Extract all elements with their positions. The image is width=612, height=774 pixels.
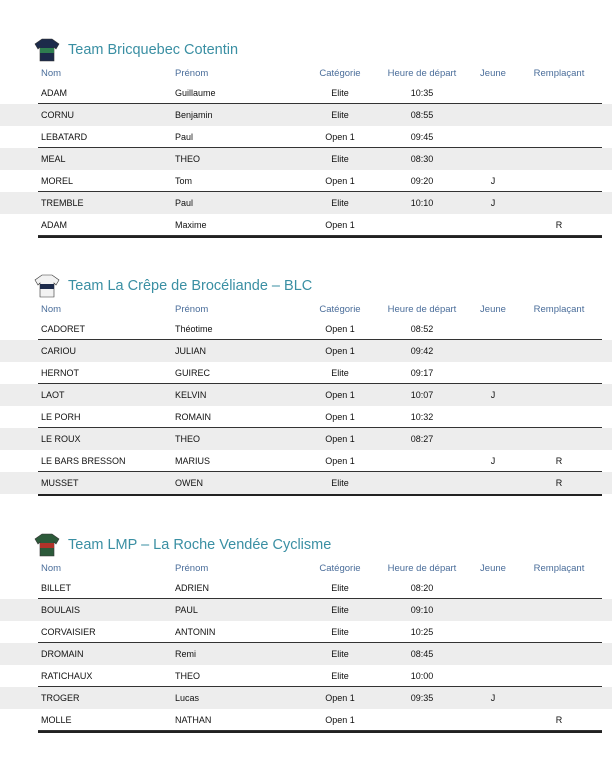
column-header-categorie: Catégorie bbox=[319, 304, 361, 315]
rider-categorie: Elite bbox=[331, 368, 349, 378]
rider-categorie: Elite bbox=[331, 583, 349, 593]
rider-categorie: Open 1 bbox=[325, 346, 355, 356]
rider-heure: 10:00 bbox=[410, 671, 434, 681]
rider-categorie: Elite bbox=[331, 605, 349, 615]
column-header-row bbox=[0, 561, 612, 577]
rider-categorie: Elite bbox=[331, 478, 349, 488]
team-title: Team La Crêpe de Brocéliande – BLC bbox=[68, 278, 313, 294]
rider-prenom: Maxime bbox=[175, 220, 207, 230]
rider-jeune: J bbox=[490, 693, 496, 703]
rider-row bbox=[0, 687, 612, 709]
rider-remplacant: R bbox=[555, 715, 563, 725]
rider-prenom: GUIREC bbox=[175, 368, 211, 378]
rider-categorie: Elite bbox=[331, 627, 349, 637]
rider-nom: BILLET bbox=[41, 583, 72, 593]
rider-nom: ADAM bbox=[41, 88, 68, 98]
rider-heure: 09:45 bbox=[410, 132, 434, 142]
rider-categorie: Open 1 bbox=[325, 132, 355, 142]
rider-heure: 09:17 bbox=[410, 368, 434, 378]
rider-nom: LAOT bbox=[41, 390, 65, 400]
jersey-icon bbox=[34, 38, 60, 62]
team-section bbox=[0, 533, 612, 733]
table-bottom-rule bbox=[38, 494, 602, 496]
rider-prenom: Remi bbox=[175, 649, 197, 659]
table-bottom-rule bbox=[38, 236, 602, 238]
rider-prenom: Théotime bbox=[175, 324, 213, 334]
team-header bbox=[0, 533, 612, 561]
rider-heure: 10:32 bbox=[410, 412, 434, 422]
team-section bbox=[0, 38, 612, 238]
column-header-nom: Nom bbox=[41, 563, 62, 574]
rider-nom: CORVAISIER bbox=[41, 627, 96, 637]
rider-nom: CORNU bbox=[41, 110, 74, 120]
rider-categorie: Elite bbox=[331, 671, 349, 681]
rider-categorie: Elite bbox=[331, 88, 349, 98]
rider-prenom: NATHAN bbox=[175, 715, 212, 725]
column-header-nom: Nom bbox=[41, 304, 62, 315]
rider-heure: 08:45 bbox=[410, 649, 434, 659]
rider-nom: RATICHAUX bbox=[41, 671, 93, 681]
rider-remplacant: R bbox=[555, 220, 563, 230]
rider-categorie: Open 1 bbox=[325, 324, 355, 334]
column-header-jeune: Jeune bbox=[480, 304, 506, 315]
rider-row bbox=[0, 384, 612, 406]
rider-row bbox=[0, 104, 612, 126]
team-title: Team LMP – La Roche Vendée Cyclisme bbox=[68, 537, 332, 553]
rider-prenom: THEO bbox=[175, 671, 201, 681]
column-header-row bbox=[0, 66, 612, 82]
rider-categorie: Open 1 bbox=[325, 412, 355, 422]
team-header bbox=[0, 274, 612, 302]
rider-heure: 08:30 bbox=[410, 154, 434, 164]
rider-categorie: Open 1 bbox=[325, 176, 355, 186]
team-header bbox=[0, 38, 612, 66]
rider-prenom: JULIAN bbox=[175, 346, 207, 356]
rider-jeune: J bbox=[490, 456, 496, 466]
column-header-prenom: Prénom bbox=[175, 563, 209, 574]
rider-categorie: Elite bbox=[331, 154, 349, 164]
column-header-jeune: Jeune bbox=[480, 68, 506, 79]
rider-prenom: PAUL bbox=[175, 605, 198, 615]
rider-nom: TROGER bbox=[41, 693, 80, 703]
rider-nom: BOULAIS bbox=[41, 605, 81, 615]
column-header-jeune: Jeune bbox=[480, 563, 506, 574]
rider-categorie: Elite bbox=[331, 198, 349, 208]
rider-heure: 09:42 bbox=[410, 346, 434, 356]
rider-row bbox=[0, 192, 612, 214]
table-bottom-rule bbox=[38, 731, 602, 733]
jersey-icon bbox=[34, 533, 60, 557]
rider-prenom: ANTONIN bbox=[175, 627, 216, 637]
rider-row bbox=[0, 214, 612, 236]
rider-prenom: Guillaume bbox=[175, 88, 216, 98]
rider-categorie: Open 1 bbox=[325, 693, 355, 703]
rider-row bbox=[0, 472, 612, 494]
rider-nom: MOLLE bbox=[41, 715, 72, 725]
rider-categorie: Elite bbox=[331, 110, 349, 120]
rider-prenom: Tom bbox=[175, 176, 193, 186]
rider-nom: LEBATARD bbox=[41, 132, 88, 142]
rider-nom: LE ROUX bbox=[41, 434, 81, 444]
rider-prenom: THEO bbox=[175, 154, 201, 164]
rider-prenom: Paul bbox=[175, 198, 194, 208]
rider-prenom: MARIUS bbox=[175, 456, 211, 466]
column-header-prenom: Prénom bbox=[175, 68, 209, 79]
rider-categorie: Elite bbox=[331, 649, 349, 659]
rider-remplacant: R bbox=[555, 456, 563, 466]
rider-heure: 08:27 bbox=[410, 434, 434, 444]
rider-row bbox=[0, 362, 612, 384]
rider-prenom: THEO bbox=[175, 434, 201, 444]
rider-nom: LE BARS BRESSON bbox=[41, 456, 126, 466]
rider-row bbox=[0, 406, 612, 428]
rider-remplacant: R bbox=[555, 478, 563, 488]
rider-heure: 10:35 bbox=[410, 88, 434, 98]
rider-categorie: Open 1 bbox=[325, 220, 355, 230]
rider-nom: TREMBLE bbox=[41, 198, 84, 208]
rider-row bbox=[0, 709, 612, 731]
column-header-remplacant: Remplaçant bbox=[533, 304, 585, 315]
rider-nom: ADAM bbox=[41, 220, 68, 230]
rider-row bbox=[0, 428, 612, 450]
rider-nom: LE PORH bbox=[41, 412, 81, 422]
column-header-categorie: Catégorie bbox=[319, 563, 361, 574]
rider-row bbox=[0, 170, 612, 192]
rider-row bbox=[0, 82, 612, 104]
column-header-heure: Heure de départ bbox=[387, 304, 457, 315]
column-header-heure: Heure de départ bbox=[387, 563, 457, 574]
rider-row bbox=[0, 340, 612, 362]
rider-nom: MUSSET bbox=[41, 478, 79, 488]
column-header-categorie: Catégorie bbox=[319, 68, 361, 79]
rider-heure: 08:52 bbox=[410, 324, 434, 334]
rider-nom: CADORET bbox=[41, 324, 86, 334]
rider-heure: 10:10 bbox=[410, 198, 434, 208]
rider-row bbox=[0, 318, 612, 340]
column-header-nom: Nom bbox=[41, 68, 62, 79]
rider-prenom: Lucas bbox=[175, 693, 200, 703]
rider-categorie: Open 1 bbox=[325, 434, 355, 444]
rider-heure: 09:20 bbox=[410, 176, 434, 186]
column-header-remplacant: Remplaçant bbox=[533, 563, 585, 574]
rider-heure: 08:55 bbox=[410, 110, 434, 120]
column-header-remplacant: Remplaçant bbox=[533, 68, 585, 79]
rider-prenom: ROMAIN bbox=[175, 412, 211, 422]
rider-row bbox=[0, 665, 612, 687]
rider-heure: 10:25 bbox=[410, 627, 434, 637]
column-header-prenom: Prénom bbox=[175, 304, 209, 315]
rider-prenom: Benjamin bbox=[175, 110, 213, 120]
rider-categorie: Open 1 bbox=[325, 456, 355, 466]
team-section bbox=[0, 274, 612, 496]
team-title: Team Bricquebec Cotentin bbox=[68, 42, 239, 58]
rider-row bbox=[0, 577, 612, 599]
rider-nom: MOREL bbox=[41, 176, 74, 186]
rider-prenom: KELVIN bbox=[175, 390, 207, 400]
rider-heure: 09:10 bbox=[410, 605, 434, 615]
rider-nom: HERNOT bbox=[41, 368, 79, 378]
rider-nom: DROMAIN bbox=[41, 649, 84, 659]
rider-row bbox=[0, 126, 612, 148]
rider-row bbox=[0, 450, 612, 472]
rider-prenom: OWEN bbox=[175, 478, 203, 488]
rider-heure: 09:35 bbox=[410, 693, 434, 703]
rider-heure: 10:07 bbox=[410, 390, 434, 400]
rider-jeune: J bbox=[490, 198, 496, 208]
rider-jeune: J bbox=[490, 176, 496, 186]
rider-row bbox=[0, 148, 612, 170]
rider-prenom: Paul bbox=[175, 132, 194, 142]
jersey-icon bbox=[34, 274, 60, 298]
rider-categorie: Open 1 bbox=[325, 390, 355, 400]
column-header-row bbox=[0, 302, 612, 318]
rider-row bbox=[0, 599, 612, 621]
rider-prenom: ADRIEN bbox=[175, 583, 210, 593]
rider-heure: 08:20 bbox=[410, 583, 434, 593]
column-header-heure: Heure de départ bbox=[387, 68, 457, 79]
rider-row bbox=[0, 643, 612, 665]
rider-categorie: Open 1 bbox=[325, 715, 355, 725]
rider-nom: MEAL bbox=[41, 154, 66, 164]
rider-row bbox=[0, 621, 612, 643]
rider-jeune: J bbox=[490, 390, 496, 400]
rider-nom: CARIOU bbox=[41, 346, 77, 356]
